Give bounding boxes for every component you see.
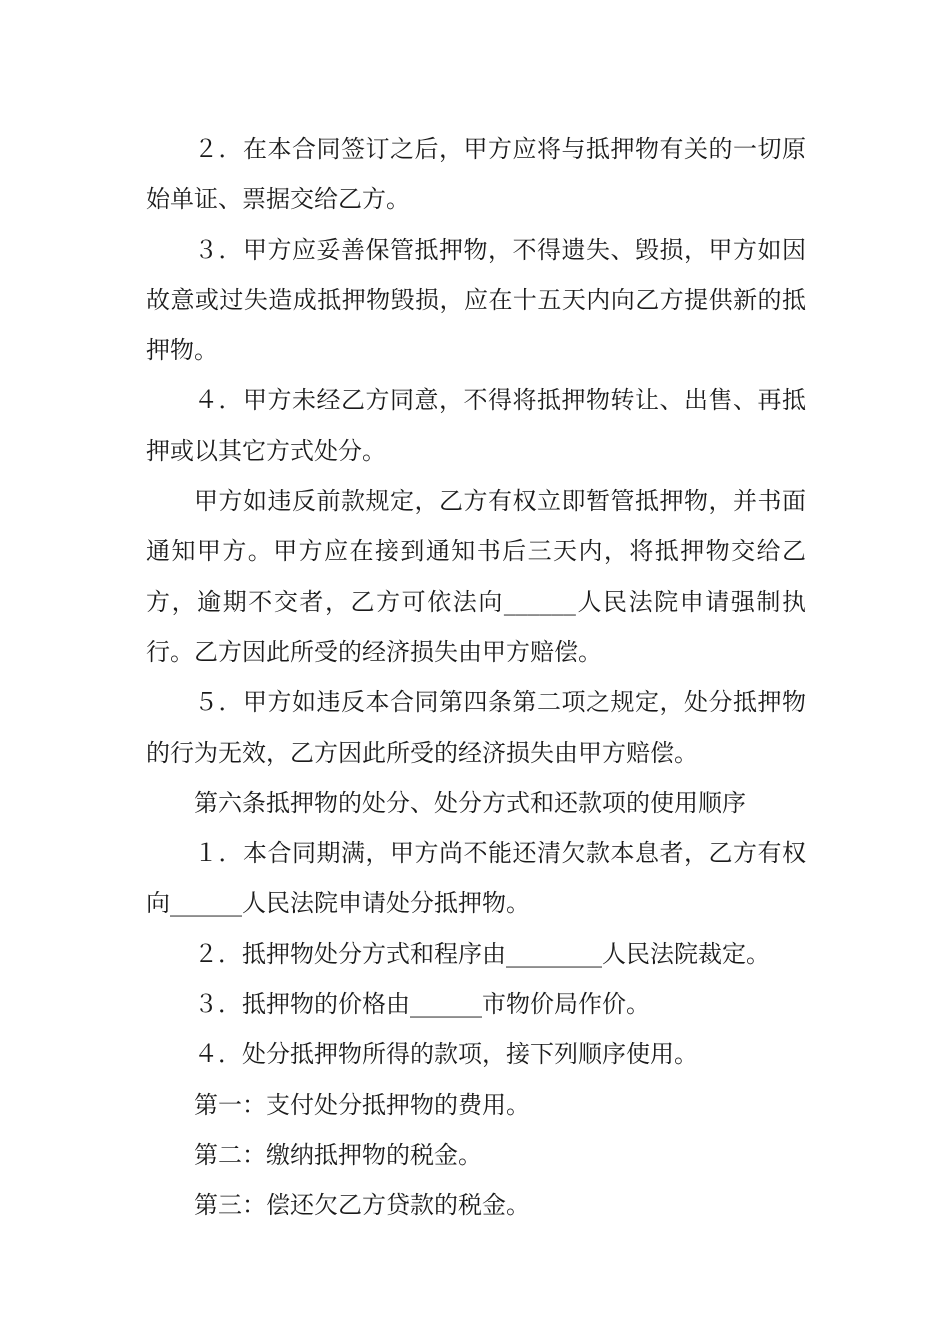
paragraph-article6-item-4: ４．处分抵押物所得的款项，接下列顺序使用。 xyxy=(194,1040,698,1069)
paragraph-clause-2: ２．在本合同签订之后，甲方应将与抵押物有关的一切原始单证、票据交给乙方。 xyxy=(146,135,806,214)
paragraph-clause-3: ３．甲方应妥善保管抵押物，不得遗失、毁损，甲方如因故意或过失造成抵押物毁损，应在十五天内向乙方提供新的抵押物。 xyxy=(146,235,806,365)
paragraph-order-first: 第一：支付处分抵押物的费用。 xyxy=(194,1090,530,1119)
paragraph-order-second: 第二：缴纳抵押物的税金。 xyxy=(194,1140,482,1169)
document-page xyxy=(146,124,806,1231)
paragraph-clause-4: ４．甲方未经乙方同意，不得将抵押物转让、出售、再抵押或以其它方式处分。 xyxy=(146,386,806,465)
paragraph-article6-item-1: １．本合同期满，甲方尚不能还清欠款本息者，乙方有权向______人民法院申请处分抵押物。 xyxy=(146,839,806,918)
paragraph-clause-5: ５．甲方如违反本合同第四条第二项之规定，处分抵押物的行为无效，乙方因此所受的经济损失由甲方赔偿。 xyxy=(146,688,806,767)
paragraph-violation-remedy: 甲方如违反前款规定，乙方有权立即暂管抵押物，并书面通知甲方。甲方应在接到通知书后三天内，将抵押物交给乙方，逾期不交者，乙方可依法向______人民法院申请强制执行。乙方因此所受的经济损失由甲方赔偿。 xyxy=(146,487,806,666)
paragraph-article6-item-2: ２．抵押物处分方式和程序由________人民法院裁定。 xyxy=(194,939,770,968)
paragraph-order-third: 第三：偿还欠乙方贷款的税金。 xyxy=(194,1191,530,1220)
article-6-heading: 第六条抵押物的处分、处分方式和还款项的使用顺序 xyxy=(194,788,746,817)
paragraph-article6-item-3: ３．抵押物的价格由______市物价局作价。 xyxy=(194,990,650,1019)
